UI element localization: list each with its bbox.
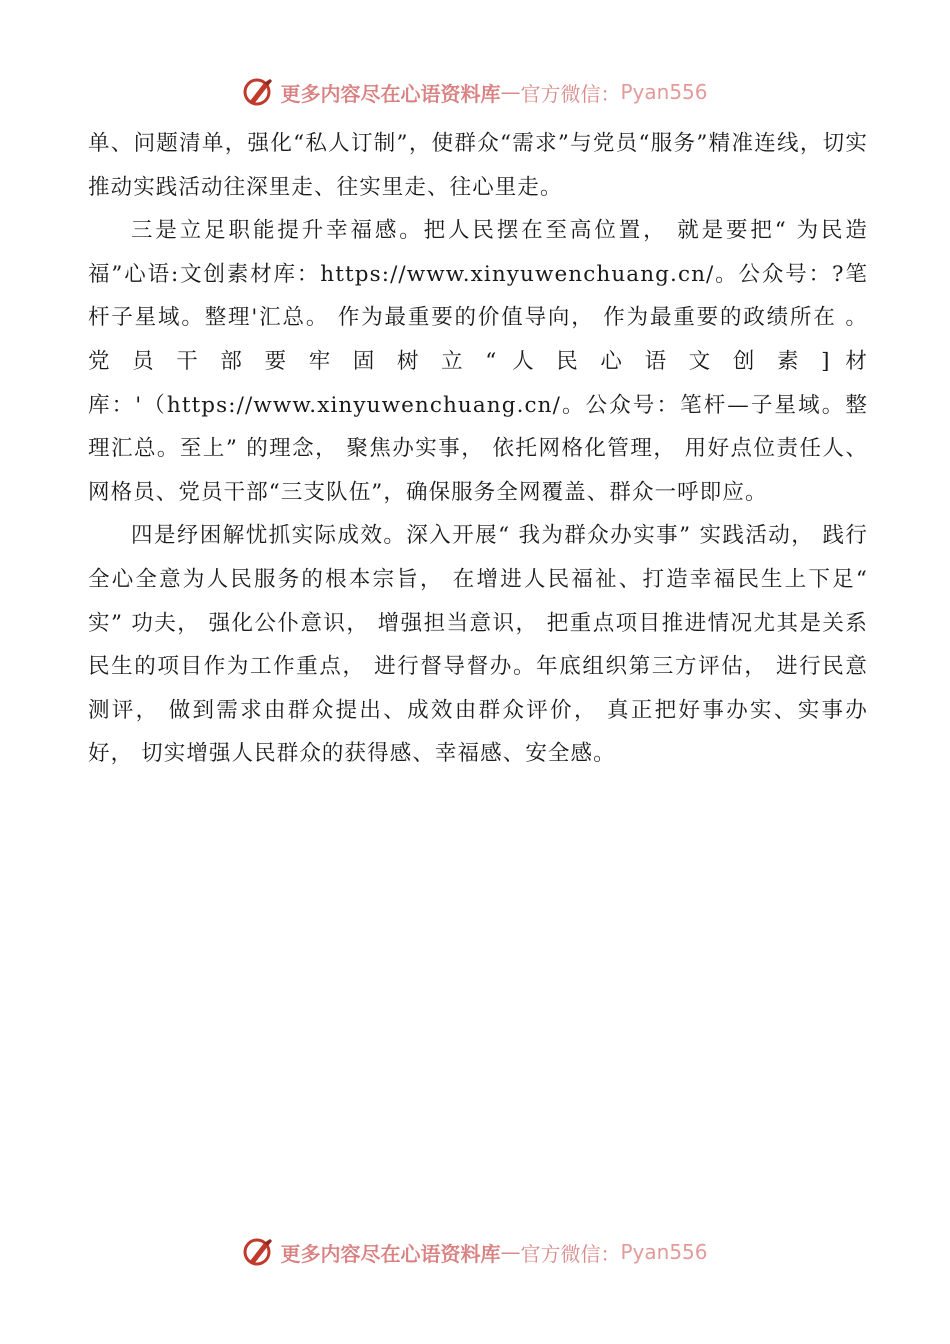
header-title: 更多内容尽在心语资料库 xyxy=(280,81,501,106)
footer-wechat-id: Pyan556 xyxy=(620,1240,708,1264)
footer-subtitle: 官方微信： xyxy=(520,1241,621,1266)
footer-separator: — xyxy=(500,1240,521,1264)
document-body xyxy=(88,122,868,776)
header-banner xyxy=(0,72,950,112)
header-wechat-id: Pyan556 xyxy=(620,80,708,104)
header-subtitle: 官方微信： xyxy=(520,81,621,106)
pen-logo-icon xyxy=(242,75,276,109)
pen-logo-icon xyxy=(242,1235,276,1269)
footer-title: 更多内容尽在心语资料库 xyxy=(280,1241,501,1266)
header-separator: — xyxy=(500,80,521,104)
paragraph-1: 单、问题清单，强化“私人订制”，使群众“需求”与党员“服务”精准连线，切实推动实践活动往深里走、往实里走、往心里走。 xyxy=(88,131,868,200)
paragraph-3: 四是纾困解忧抓实际成效。深入开展“ 我为群众办实事” 实践活动， 践行全心全意为人民服务的根本宗旨， 在增进人民福祉、打造幸福民生上下足“ 实” 功夫， 强化公仆意识， 增强担当意识， 把重点项目推进情况尤其是关系民生的项目作为工作重点， 进行督导督办。年底组织第三方评估， 进行民意测评， 做到需求由群众提出、成效由群众评价， 真正把好事办实、实事办好， 切实增强人民群众的获得感、幸福感、安全感。 xyxy=(88,523,868,767)
footer-banner xyxy=(0,1232,950,1272)
paragraph-2: 三是立足职能提升幸福感。把人民摆在至高位置， 就是要把“ 为民造福”心语:文创素材库：https://www.xinyuwenchuang.cn/。公众号：?笔杆子星域。整理'汇总。 作为最重要的价值导向， 作为最重要的政绩所在 。 党 员 干 部 要 牢 固 树 立 “ 人 民 心 语 文 创 素 ] 材库：'（https://www.xinyuwenchuang.cn/。公众号：笔杆—子星域。整理汇总。至上” 的理念， 聚焦办实事， 依托网格化管理， 用好点位责任人、网格员、党员干部“三支队伍”，确保服务全网覆盖、群众一呼即应。 xyxy=(88,218,868,505)
